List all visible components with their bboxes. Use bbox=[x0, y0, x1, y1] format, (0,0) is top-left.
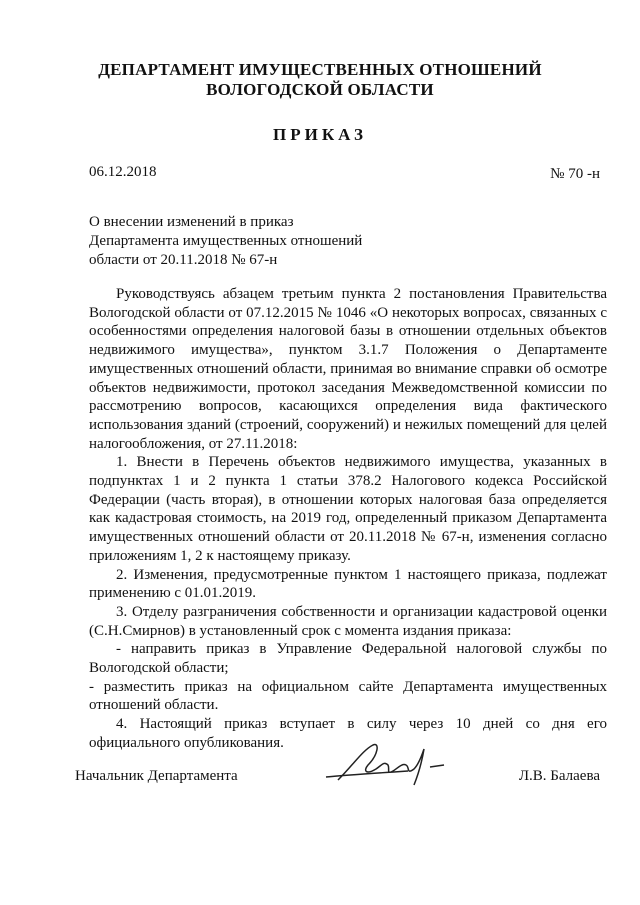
subject-line: Департамента имущественных отношений bbox=[89, 233, 363, 249]
subject-line: области от 20.11.2018 № 67-н bbox=[89, 252, 278, 268]
organization-name-line2: ВОЛОГОДСКОЙ ОБЛАСТИ bbox=[206, 80, 434, 99]
preamble-paragraph: Руководствуясь абзацем третьим пункта 2 постановления Правительства Вологодской области от 07.12.2015 № 1046 «О некоторых вопросах, связанных с особенностями определения налоговой базы в отношении отдельных объектов недвижимого имущества», пунктом 3.1.7 Положения о Департаменте имущественных отношений области, принимая во внимание справки об осмотре объектов недвижимости, протокол заседания Межведомственной комиссии по рассмотрению вопросов, касающихся определения вида фактического использования зданий (строений, сооружений) и нежилых помещений для целей налогообложения, от 27.11.2018: bbox=[89, 286, 607, 452]
document-body bbox=[89, 285, 607, 753]
subject-line: О внесении изменений в приказ bbox=[89, 214, 294, 230]
handwritten-signature bbox=[318, 735, 468, 795]
item-paragraph-3b: - разместить приказ на официальном сайте Департамента имущественных отношений области. bbox=[89, 678, 607, 714]
document-number: № 70 -н bbox=[550, 166, 600, 182]
item-paragraph-1: 1. Внести в Перечень объектов недвижимого имущества, указанных в подпунктах 1 и 2 пункта 1 статьи 378.2 Налогового кодекса Российской Федерации (часть вторая), в отношении которых налоговая база определяется как кадастровая стоимость, на 2019 год, определенный приказом Департамента имущественных отношений области от 20.11.2018 № 67-н, изменения согласно приложениям 1, 2 к настоящему приказу. bbox=[89, 454, 607, 564]
organization-name-line1: ДЕПАРТАМЕНТ ИМУЩЕСТВЕННЫХ ОТНОШЕНИЙ bbox=[98, 60, 542, 79]
document-type-title: ПРИКАЗ bbox=[273, 125, 367, 144]
document-date: 06.12.2018 bbox=[89, 164, 157, 180]
signer-name: Л.В. Балаева bbox=[518, 768, 600, 784]
item-paragraph-4: 4. Настоящий приказ вступает в силу через 10 дней со дня его официального опубликования. bbox=[89, 716, 607, 751]
signer-position: Начальник Департамента bbox=[75, 768, 238, 784]
item-paragraph-3: 3. Отделу разграничения собственности и организации кадастровой оценки (С.Н.Смирнов) в установленный срок с момента издания приказа: bbox=[89, 603, 607, 639]
document-subject bbox=[89, 213, 362, 270]
item-paragraph-3a: - направить приказ в Управление Федеральной налоговой службы по Вологодской области; bbox=[89, 641, 607, 677]
item-paragraph-2: 2. Изменения, предусмотренные пунктом 1 настоящего приказа, подлежат применению с 01.01.2019. bbox=[89, 566, 607, 602]
